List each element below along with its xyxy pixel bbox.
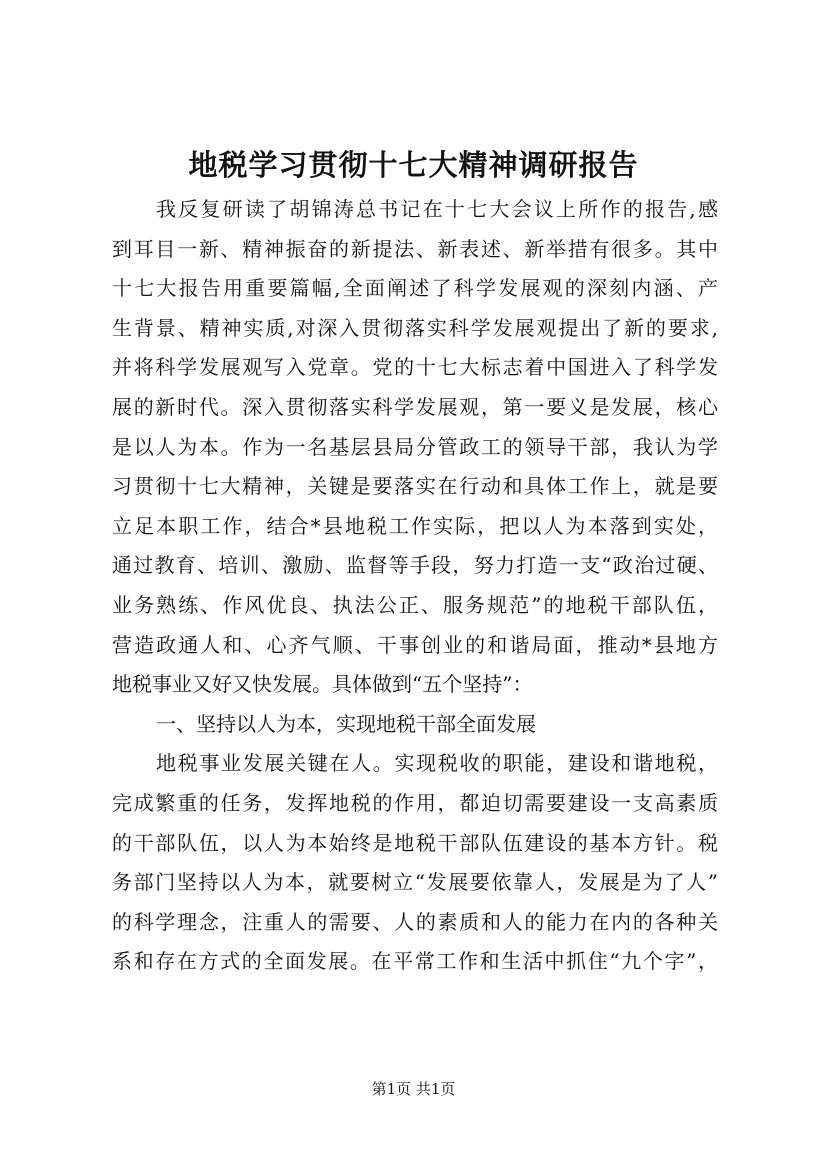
- text-line: 务部门坚持以人为本，就要树立“发展要依靠人，发展是为了人”: [112, 870, 718, 895]
- text-line: 习贯彻十七大精神，关键是要落实在行动和具体工作上，就是要: [112, 474, 718, 499]
- section-heading: 一、坚持以人为本，实现地税干部全面发展: [156, 711, 536, 736]
- text-line: 我反复研读了胡锦涛总书记在十七大会议上所作的报告,感: [156, 197, 718, 221]
- text-line: 的科学理念，注重人的需要、人的素质和人的能力在内的各种关: [112, 909, 718, 934]
- text-line: 展的新时代。深入贯彻落实科学发展观，第一要义是发展，核心: [112, 394, 718, 419]
- paragraph-1: [112, 190, 718, 705]
- document-body: [112, 190, 718, 982]
- text-line: 系和存在方式的全面发展。在平常工作和生活中抓住“九个字”，: [112, 949, 718, 974]
- text-line: 业务熟练、作风优良、执法公正、服务规范”的地税干部队伍，: [112, 592, 718, 617]
- page-footer: 第1页 共1页: [371, 1080, 456, 1098]
- text-line: 到耳目一新、精神振奋的新提法、新表述、新举措有很多。其中: [112, 236, 718, 261]
- text-line: 立足本职工作，结合*县地税工作实际，把以人为本落到实处，: [112, 513, 718, 538]
- text-line: 地税事业发展关键在人。实现税收的职能，建设和谐地税，: [156, 751, 718, 776]
- text-line: 通过教育、培训、激励、监督等手段，努力打造一支“政治过硬、: [112, 553, 718, 578]
- text-line: 是以人为本。作为一名基层县局分管政工的领导干部，我认为学: [112, 434, 718, 459]
- text-line: 十七大报告用重要篇幅,全面阐述了科学发展观的深刻内涵、产: [112, 276, 718, 301]
- document-title: 地税学习贯彻十七大精神调研报告: [188, 148, 639, 182]
- text-line: 营造政通人和、心齐气顺、干事创业的和谐局面，推动*县地方: [112, 632, 718, 657]
- text-line: 地税事业又好又快发展。具体做到“五个坚持”：: [112, 672, 533, 697]
- text-line: 完成繁重的任务，发挥地税的作用，都迫切需要建设一支高素质: [112, 790, 718, 815]
- text-line: 并将科学发展观写入党章。党的十七大标志着中国进入了科学发: [112, 355, 718, 380]
- text-line: 的干部队伍，以人为本始终是地税干部队伍建设的基本方针。税: [112, 830, 718, 855]
- text-line: 生背景、精神实质,对深入贯彻落实科学发展观提出了新的要求,: [112, 315, 718, 340]
- paragraph-2: [112, 744, 718, 982]
